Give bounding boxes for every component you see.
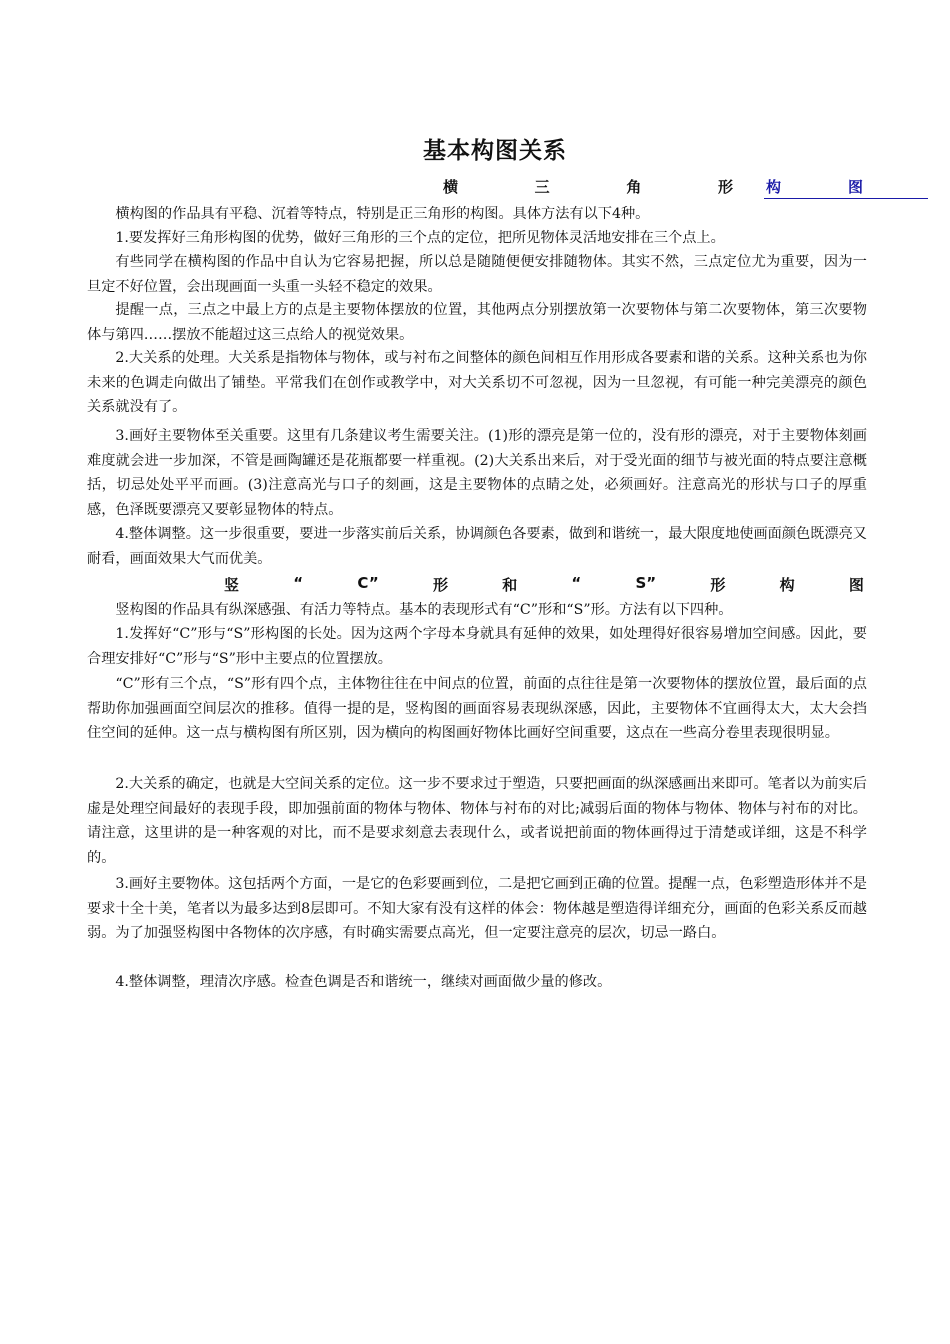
section-heading-horizontal (443, 176, 733, 200)
heading-char: 三 (534, 178, 550, 196)
paragraph: 1.要发挥好三角形构图的优势，做好三角形的三个点的定位，把所见物体灵活地安排在三个点上。 (115, 230, 725, 246)
heading-link-char: 构 (766, 178, 782, 196)
paragraph: 3.画好主要物体至关重要。这里有几条建议考生需要关注。(1)形的漂亮是第一位的，没有形的漂亮，对于主要物体刻画难度就会进一步加深，不管是画陶罐还是花瓶都要一样重视。(2)大关系出来后，对于受光面的细节与被光面的特点要注意概括，切忌处处平平而画。(3)注意高光与口子的刻画，这是主要物体的点睛之处，必须画好。注意高光的形状与口子的厚重感，色泽既要漂亮又要彰显物体的特点。 (87, 428, 867, 518)
paragraph: 2.大关系的处理。大关系是指物体与物体，或与衬布之间整体的颜色间相互作用形成各要素和谐的关系。这种关系也为你未来的色调走向做出了铺垫。平常我们在创作或教学中，对大关系切不可忽视，因为一旦忽视，有可能一种完美漂亮的颜色关系就没有了。 (87, 350, 867, 416)
paragraph: 2.大关系的确定，也就是大空间关系的定位。这一步不要求过于塑造，只要把画面的纵深感画出来即可。笔者以为前实后虚是处理空间最好的表现手段，即加强前面的物体与物体、物体与衬布的对比;减弱后面的物体与物体、物体与衬布的对比。请注意，这里讲的是一种客观的对比，而不是要求刻意去表现什么，或者说把前面的物体画得过于清楚或详细，这是不科学的。 (87, 776, 867, 866)
heading-char: S” (635, 574, 657, 592)
heading-char: 横 (443, 178, 459, 196)
section-heading-vertical (224, 574, 864, 598)
heading-char: 竖 (224, 576, 240, 594)
heading-char: 角 (626, 178, 642, 196)
heading-char: “ (571, 574, 582, 592)
paragraph: 1.发挥好“C”形与“S”形构图的长处。因为这两个字母本身就具有延伸的效果，如处理得好很容易增加空间感。因此，要合理安排好“C”形与“S”形中主要点的位置摆放。 (87, 626, 867, 667)
paragraph: 3.画好主要物体。这包括两个方面，一是它的色彩要画到位，二是把它画到正确的位置。提醒一点，色彩塑造形体并不是要求十全十美，笔者以为最多达到8层即可。不知大家有没有这样的体会：物体越是塑造得详细充分，画面的色彩关系反而越弱。为了加强竖构图中各物体的次序感，有时确实需要点高光，但一定要注意亮的层次，切忌一路白。 (87, 876, 867, 942)
heading-char: 构 (779, 576, 795, 594)
paragraph: 4.整体调整，理清次序感。检查色调是否和谐统一，继续对画面做少量的修改。 (115, 974, 612, 990)
paragraph: 有些同学在横构图的作品中自认为它容易把握，所以总是随随便便安排随物体。其实不然，三点定位尤为重要，因为一旦定不好位置，会出现画面一头重一头轻不稳定的效果。 (87, 254, 867, 295)
heading-link-char: 图 (848, 178, 864, 196)
paragraph: “C”形有三个点，“S”形有四个点，主体物往往在中间点的位置，前面的点往往是第一次要物体的摆放位置，最后面的点帮助你加强画面空间层次的推移。值得一提的是，竖构图的画面容易表现纵深感，因此，主要物体不宜画得太大，太大会挡住空间的延伸。这一点与横构图有所区别，因为横向的构图画好物体比画好空间重要，这点在一些高分卷里表现很明显。 (87, 676, 867, 742)
heading-char: C” (357, 574, 379, 592)
heading-char: 形 (710, 576, 726, 594)
heading-char: 形 (432, 576, 448, 594)
page-title: 基本构图关系 (423, 138, 567, 164)
paragraph: 竖构图的作品具有纵深感强、有活力等特点。基本的表现形式有“C”形和“S”形。方法有以下四种。 (115, 602, 733, 618)
heading-char: “ (293, 574, 304, 592)
section-heading-link[interactable] (764, 176, 928, 199)
paragraph: 提醒一点，三点之中最上方的点是主要物体摆放的位置，其他两点分别摆放第一次要物体与第二次要物体，第三次要物体与第四……摆放不能超过这三点给人的视觉效果。 (87, 302, 867, 343)
heading-char: 形 (717, 178, 733, 196)
paragraph: 4.整体调整。这一步很重要，要进一步落实前后关系，协调颜色各要素，做到和谐统一，最大限度地使画面颜色既漂亮又耐看，画面效果大气而优美。 (87, 526, 867, 567)
heading-char: 图 (848, 576, 864, 594)
heading-char: 和 (502, 576, 518, 594)
paragraph: 横构图的作品具有平稳、沉着等特点，特别是正三角形的构图。具体方法有以下4种。 (115, 206, 650, 222)
